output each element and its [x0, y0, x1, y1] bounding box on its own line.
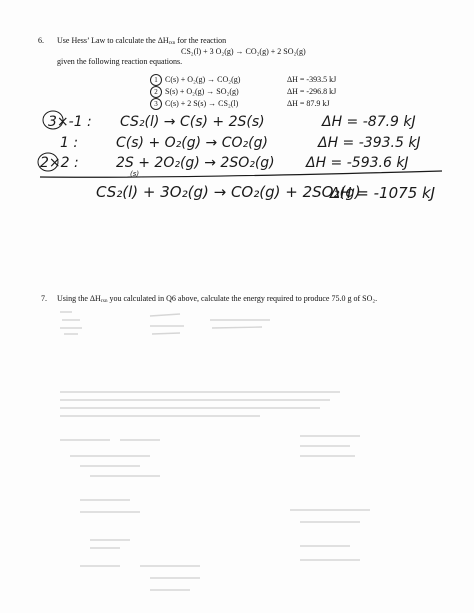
q6-given-text: given the following reaction equations. [57, 57, 183, 66]
given-dh-2: ΔH = -296.8 kJ [287, 87, 337, 96]
given-equation-3: 3 C(s) + 2 S(s) → CS₂(l) [150, 98, 238, 110]
ghost-strokes [60, 312, 370, 590]
q6-prompt: Use Hess’ Law to calculate the ΔHrxn for the reaction [57, 36, 227, 46]
given-label-3: 3 [150, 98, 162, 110]
given-dh-3: ΔH = 87.9 kJ [287, 99, 330, 108]
q7-number: 7. [41, 294, 47, 303]
work-factor-1: 3×-1 : [48, 114, 92, 130]
work-factor-2: 1 : [60, 135, 79, 151]
given-equation-1: 1 C(s) + O₂(g) → CO₂(g) [150, 74, 240, 86]
work-note: (s) [130, 170, 140, 178]
given-label-1: 1 [150, 74, 162, 86]
work-equation-1: CS₂(l) → C(s) + 2S(s) [120, 114, 265, 130]
work-equation-3: 2S + 2O₂(g) → 2SO₂(g) [116, 155, 275, 171]
work-equation-2: C(s) + O₂(g) → CO₂(g) [116, 135, 268, 151]
given-equation-2: 2 S(s) + O₂(g) → SO₂(g) [150, 86, 239, 98]
q6-number: 6. [38, 36, 44, 45]
q6-target-reaction: CS₂(l) + 3 O₂(g) → CO₂(g) + 2 SO₂(g) [181, 47, 306, 56]
final-equation: CS₂(l) + 3O₂(g) → CO₂(g) + 2SO₂(g) [96, 183, 361, 201]
work-dh-1: ΔH = -87.9 kJ [322, 114, 416, 130]
given-dh-1: ΔH = -393.5 kJ [287, 75, 337, 84]
work-dh-3: ΔH = -593.6 kJ [306, 155, 409, 171]
given-label-2: 2 [150, 86, 162, 98]
q7-prompt: Using the ΔHrxn you calculated in Q6 above, calculate the energy required to produce 75.0 g of SO₂. [57, 294, 378, 304]
final-dh: ΔH = -1075 kJ [330, 184, 436, 202]
work-dh-2: ΔH = -393.5 kJ [318, 135, 421, 151]
work-factor-3: 2×2 : [40, 155, 79, 171]
